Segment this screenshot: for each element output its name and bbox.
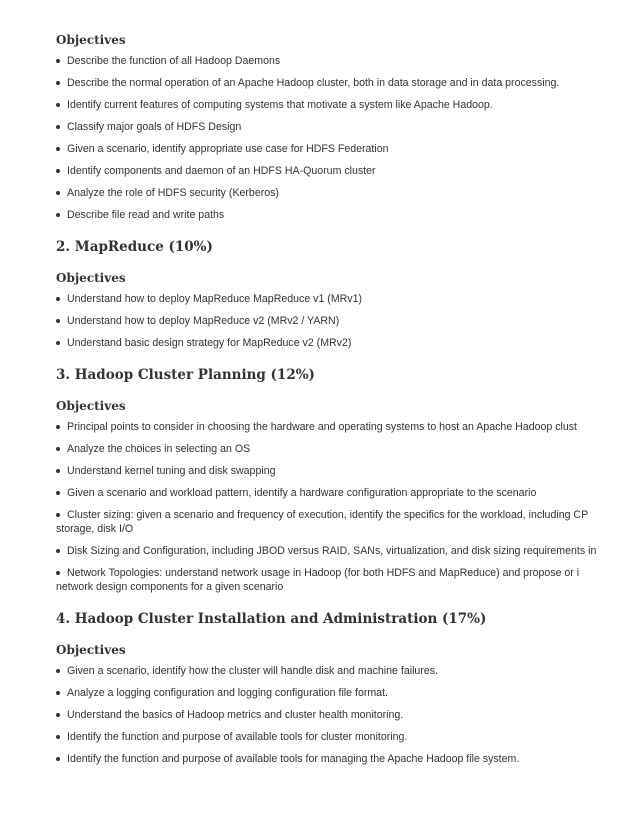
- list-item: Principal points to consider in choosing the hardware and operating systems to host an Apache Hadoop clust: [56, 420, 638, 434]
- bullet-icon: [56, 297, 60, 301]
- objectives-list: [56, 292, 638, 350]
- section-heading-mapreduce: 2. MapReduce (10%): [56, 239, 213, 255]
- bullet-icon: [56, 425, 60, 429]
- list-item: Understand the basics of Hadoop metrics and cluster health monitoring.: [56, 708, 638, 722]
- list-item: Analyze a logging configuration and logging configuration file format.: [56, 686, 638, 700]
- objectives-label: Objectives: [56, 643, 126, 657]
- bullet-icon: [56, 691, 60, 695]
- list-item: Given a scenario and workload pattern, identify a hardware configuration appropriate to the scenario: [56, 486, 638, 500]
- list-item: Describe file read and write paths: [56, 208, 638, 222]
- bullet-icon: [56, 513, 60, 517]
- objectives-label: Objectives: [56, 271, 126, 285]
- bullet-icon: [56, 103, 60, 107]
- list-item: Network Topologies: understand network usage in Hadoop (for both HDFS and MapReduce) and propose or i network design components for a given scenario: [56, 567, 580, 593]
- bullet-icon: [56, 319, 60, 323]
- bullet-icon: [56, 713, 60, 717]
- bullet-icon: [56, 447, 60, 451]
- list-item: Analyze the choices in selecting an OS: [56, 442, 638, 456]
- bullet-icon: [56, 125, 60, 129]
- list-item: Classify major goals of HDFS Design: [56, 120, 638, 134]
- list-item: Analyze the role of HDFS security (Kerberos): [56, 186, 638, 200]
- list-item: Describe the function of all Hadoop Daemons: [56, 54, 638, 68]
- section-heading-cluster-planning: 3. Hadoop Cluster Planning (12%): [56, 367, 315, 383]
- bullet-icon: [56, 491, 60, 495]
- bullet-icon: [56, 669, 60, 673]
- list-item: Describe the normal operation of an Apache Hadoop cluster, both in data storage and in data processing.: [56, 76, 638, 90]
- objectives-label: Objectives: [56, 399, 126, 413]
- list-item: Disk Sizing and Configuration, including JBOD versus RAID, SANs, virtualization, and disk sizing requirements in: [56, 544, 638, 558]
- list-item: Understand how to deploy MapReduce MapReduce v1 (MRv1): [56, 292, 638, 306]
- list-item: Understand kernel tuning and disk swapping: [56, 464, 638, 478]
- bullet-icon: [56, 213, 60, 217]
- bullet-icon: [56, 191, 60, 195]
- list-item: Given a scenario, identify appropriate use case for HDFS Federation: [56, 142, 638, 156]
- bullet-icon: [56, 469, 60, 473]
- bullet-icon: [56, 549, 60, 553]
- objectives-list: [56, 54, 638, 222]
- objectives-label: Objectives: [56, 33, 126, 47]
- objectives-list: [56, 420, 638, 594]
- objectives-list: [56, 664, 638, 766]
- bullet-icon: [56, 341, 60, 345]
- list-item: Identify the function and purpose of available tools for managing the Apache Hadoop file system.: [56, 752, 638, 766]
- list-item: Identify components and daemon of an HDFS HA-Quorum cluster: [56, 164, 638, 178]
- bullet-icon: [56, 571, 60, 575]
- bullet-icon: [56, 147, 60, 151]
- document-page: [56, 30, 638, 766]
- list-item: Identify the function and purpose of available tools for cluster monitoring.: [56, 730, 638, 744]
- bullet-icon: [56, 59, 60, 63]
- bullet-icon: [56, 169, 60, 173]
- section-heading-installation-administration: 4. Hadoop Cluster Installation and Administration (17%): [56, 611, 487, 627]
- bullet-icon: [56, 757, 60, 761]
- bullet-icon: [56, 81, 60, 85]
- bullet-icon: [56, 735, 60, 739]
- list-item: Understand how to deploy MapReduce v2 (MRv2 / YARN): [56, 314, 638, 328]
- list-item: Identify current features of computing systems that motivate a system like Apache Hadoop.: [56, 98, 638, 112]
- list-item: Understand basic design strategy for MapReduce v2 (MRv2): [56, 336, 638, 350]
- list-item: Cluster sizing: given a scenario and frequency of execution, identify the specifics for the workload, including CP storage, disk I/O: [56, 509, 589, 535]
- list-item: Given a scenario, identify how the cluster will handle disk and machine failures.: [56, 664, 638, 678]
